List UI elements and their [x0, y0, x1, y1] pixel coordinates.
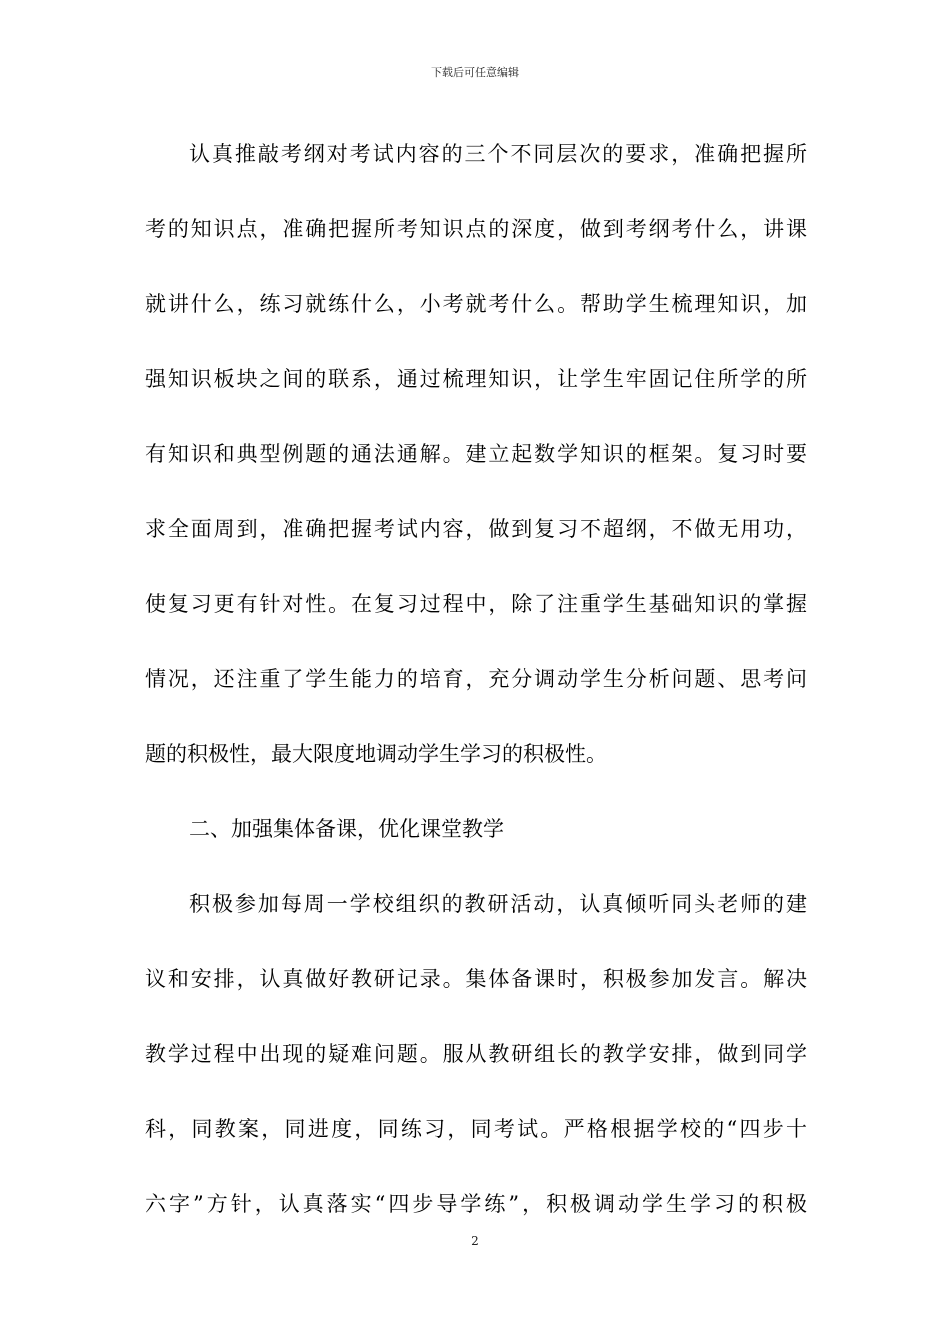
- document-body: [145, 128, 807, 1253]
- paragraph-3-line-5: 六字”方针，认真落实“四步导学练”，积极调动学生学习的积极: [145, 1192, 807, 1216]
- paragraph-1-line-8: 情况，还注重了学生能力的培育，充分调动学生分析问题、思考问: [145, 667, 807, 691]
- paragraph-3-line-4: 科，同教案，同进度，同练习，同考试。严格根据学校的“四步十: [145, 1117, 807, 1141]
- page-header: 下载后可任意编辑: [431, 66, 519, 79]
- paragraph-1-line-1: 认真推敲考纲对考试内容的三个不同层次的要求，准确把握所: [189, 142, 807, 166]
- paragraph-1-line-4: 强知识板块之间的联系，通过梳理知识，让学生牢固记住所学的所: [145, 367, 807, 391]
- paragraph-3-line-2: 议和安排，认真做好教研记录。集体备课时，积极参加发言。解决: [145, 967, 807, 991]
- paragraph-1-line-3: 就讲什么，练习就练什么，小考就考什么。帮助学生梳理知识，加: [145, 292, 807, 316]
- paragraph-1-line-2: 考的知识点，准确把握所考知识点的深度，做到考纲考什么，讲课: [145, 217, 807, 241]
- section-heading: 二、加强集体备课，优化课堂教学: [189, 817, 504, 841]
- paragraph-1-line-9: 题的积极性，最大限度地调动学生学习的积极性。: [145, 742, 607, 766]
- paragraph-1-line-6: 求全面周到，准确把握考试内容，做到复习不超纲，不做无用功，: [145, 517, 807, 541]
- page-number: 2: [471, 1234, 479, 1248]
- paragraph-3-line-3: 教学过程中出现的疑难问题。服从教研组长的教学安排，做到同学: [145, 1042, 807, 1066]
- paragraph-3-line-1: 积极参加每周一学校组织的教研活动，认真倾听同头老师的建: [189, 892, 807, 916]
- paragraph-1-line-7: 使复习更有针对性。在复习过程中，除了注重学生基础知识的掌握: [145, 592, 807, 616]
- paragraph-1-line-5: 有知识和典型例题的通法通解。建立起数学知识的框架。复习时要: [145, 442, 807, 466]
